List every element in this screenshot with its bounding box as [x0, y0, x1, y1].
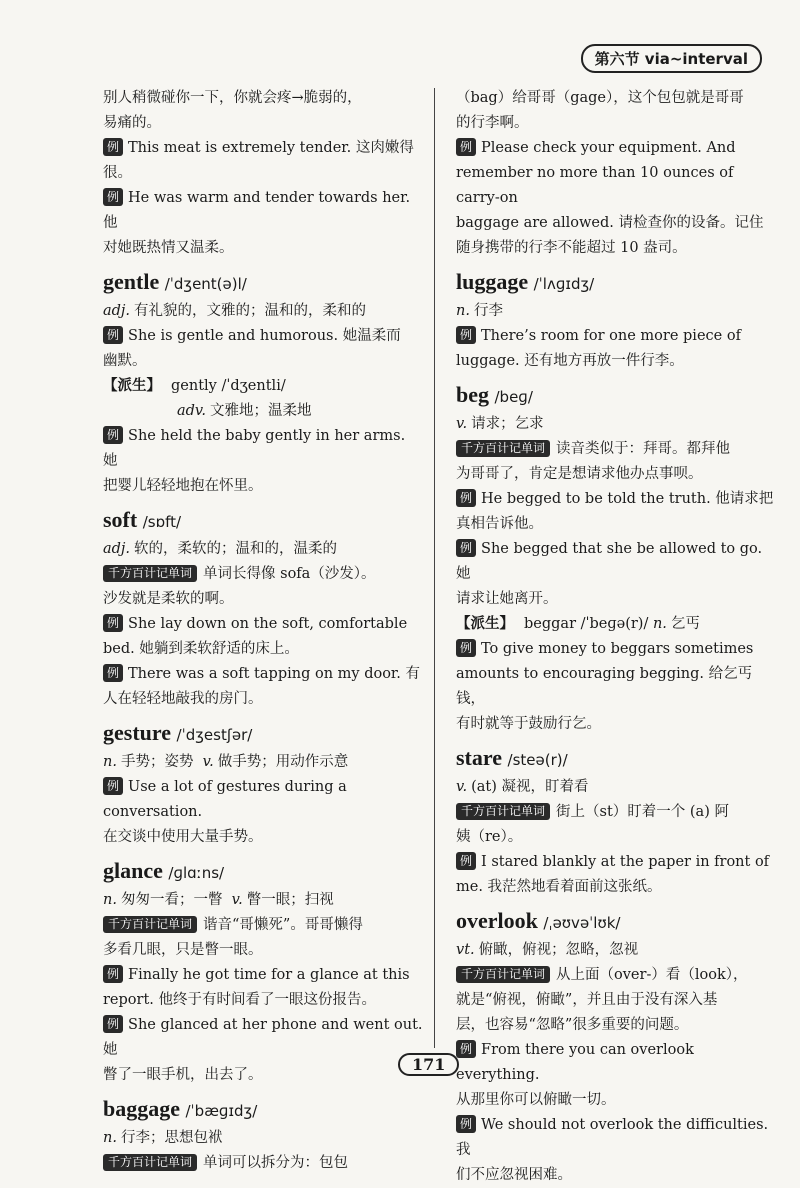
derivative: 【派生】 gently /ˈdʒentli/: [103, 378, 286, 394]
example-icon: 例: [456, 639, 476, 657]
example-icon: 例: [103, 965, 123, 983]
memo-badge: 千方百计记单词: [456, 440, 550, 457]
derivative: 【派生】 beggar /ˈbeɡə(r)/ n. 乞丐: [456, 616, 700, 632]
definition: n. 行李；思想包袱: [103, 1130, 223, 1146]
example-icon: 例: [103, 138, 123, 156]
text-line: 别人稍微碰你一下，你就会疼→脆弱的，: [103, 90, 362, 106]
example-line: 人在轻轻地敲我的房门。: [103, 691, 263, 707]
example-icon: 例: [456, 1040, 476, 1058]
example-line: 例 To give money to beggars sometimes: [456, 637, 774, 662]
memo-line: 千方百计记单词 从上面（over-）看（look），: [456, 963, 774, 988]
page-number: 171: [398, 1053, 459, 1076]
example-line: 例 She glanced at her phone and went out. 她: [103, 1017, 423, 1058]
definition: n. 匆匆一看；一瞥 v. 瞥一眼；扫视: [103, 892, 334, 908]
example-line: 例 There was a soft tapping on my door. 有: [103, 662, 423, 687]
headword-baggage: baggage /ˈbæɡɪdʒ/: [103, 1096, 258, 1121]
example-line: 在交谈中使用大量手势。: [103, 829, 263, 845]
example-line: 例 This meat is extremely tender. 这肉嫩得很。: [103, 140, 414, 181]
example-line: 幽默。: [103, 353, 147, 369]
memo-line: 姨（re）。: [456, 829, 523, 845]
text-line: 易痛的。: [103, 115, 161, 131]
example-line: 例 Please check your equipment. And: [456, 136, 774, 161]
example-icon: 例: [456, 138, 476, 156]
example-line: 请求让她离开。: [456, 591, 558, 607]
example-line: 把婴儿轻轻地抱在怀里。: [103, 478, 263, 494]
example-line: 对她既热情又温柔。: [103, 240, 234, 256]
memo-badge: 千方百计记单词: [103, 916, 197, 933]
example-line: 从那里你可以俯瞰一切。: [456, 1092, 616, 1108]
example-line: bed. 她躺到柔软舒适的床上。: [103, 641, 299, 657]
memo-line: 千方百计记单词 单词可以拆分为：包包: [103, 1151, 423, 1176]
example-line: 例 She held the baby gently in her arms. 她: [103, 428, 406, 469]
definition: adj. 软的，柔软的；温和的，温柔的: [103, 541, 338, 557]
example-icon: 例: [456, 489, 476, 507]
example-line: 瞥了一眼手机，出去了。: [103, 1067, 263, 1083]
example-line: me. 我茫然地看着面前这张纸。: [456, 879, 662, 895]
example-icon: 例: [103, 426, 123, 444]
memo-line: 为哥哥了，肯定是想请求他办点事呗。: [456, 466, 703, 482]
headword-stare: stare /steə(r)/: [456, 745, 568, 770]
memo-badge: 千方百计记单词: [456, 966, 550, 983]
text-line: （bag）给哥哥（gage），这个包包就是哥哥: [456, 90, 744, 106]
example-line: luggage. 还有地方再放一件行李。: [456, 353, 684, 369]
memo-line: 千方百计记单词 读音类似于：拜哥。都拜他: [456, 437, 774, 462]
memo-badge: 千方百计记单词: [103, 1154, 197, 1171]
example-icon: 例: [103, 777, 123, 795]
memo-line: 沙发就是柔软的啊。: [103, 591, 234, 607]
example-line: remember no more than 10 ounces of carry-on: [456, 165, 734, 206]
memo-line: 千方百计记单词 街上（st）盯着一个 (a) 阿: [456, 800, 774, 825]
example-line: 例 He begged to be told the truth. 他请求把: [456, 487, 774, 512]
memo-line: 千方百计记单词 单词长得像 sofa（沙发）。: [103, 562, 423, 587]
example-line: 例 There’s room for one more piece of: [456, 324, 774, 349]
derivative-def: adv. 文雅地；温柔地: [177, 403, 312, 419]
left-column: [103, 86, 423, 1176]
example-icon: 例: [103, 188, 123, 206]
example-line: 例 She begged that she be allowed to go. 她: [456, 541, 763, 582]
example-icon: 例: [456, 539, 476, 557]
example-line: 例 We should not overlook the difficulties. 我: [456, 1117, 769, 1158]
example-icon: 例: [103, 1015, 123, 1033]
example-line: 例 He was warm and tender towards her. 他: [103, 190, 411, 231]
section-header: 第六节 via~interval: [581, 44, 762, 73]
example-line: 们不应忽视困难。: [456, 1167, 572, 1183]
memo-badge: 千方百计记单词: [103, 565, 197, 582]
example-icon: 例: [456, 1115, 476, 1133]
definition: v. (at) 凝视，盯着看: [456, 779, 589, 795]
example-line: 有时就等于鼓励行乞。: [456, 716, 601, 732]
example-line: 例 From there you can overlook everything.: [456, 1042, 694, 1083]
example-icon: 例: [103, 614, 123, 632]
definition: n. 手势；姿势 v. 做手势；用动作示意: [103, 754, 349, 770]
memo-line: 层，也容易“忽略”很多重要的问题。: [456, 1017, 689, 1033]
definition: n. 行李: [456, 303, 503, 319]
headword-overlook: overlook /ˌəʊvəˈlʊk/: [456, 908, 621, 933]
example-line: 例 Finally he got time for a glance at this: [103, 963, 423, 988]
example-line: 真相告诉他。: [456, 516, 543, 532]
example-line: 例 She lay down on the soft, comfortable: [103, 612, 423, 637]
headword-glance: glance /ɡlɑːns/: [103, 858, 225, 883]
definition: adj. 有礼貌的，文雅的；温和的，柔和的: [103, 303, 367, 319]
example-icon: 例: [103, 664, 123, 682]
memo-line: 多看几眼，只是瞥一眼。: [103, 942, 263, 958]
memo-line: 就是“俯视，俯瞰”，并且由于没有深入基: [456, 992, 718, 1008]
example-icon: 例: [103, 326, 123, 344]
text-line: 的行李啊。: [456, 115, 529, 131]
memo-line: 千方百计记单词 谐音“哥懒死”。哥哥懒得: [103, 913, 423, 938]
definition: v. 请求；乞求: [456, 416, 544, 432]
example-line: 随身携带的行李不能超过 10 盎司。: [456, 240, 687, 256]
example-line: baggage are allowed. 请检查你的设备。记住: [456, 215, 764, 231]
definition: vt. 俯瞰，俯视；忽略，忽视: [456, 942, 639, 958]
example-line: 例 I stared blankly at the paper in front of: [456, 850, 774, 875]
example-line: 例 She is gentle and humorous. 她温柔而: [103, 324, 423, 349]
headword-luggage: luggage /ˈlʌɡɪdʒ/: [456, 269, 595, 294]
memo-badge: 千方百计记单词: [456, 803, 550, 820]
column-divider: [434, 88, 435, 1048]
headword-gesture: gesture /ˈdʒestʃər/: [103, 720, 253, 745]
example-line: 例 Use a lot of gestures during a conversation.: [103, 779, 347, 820]
example-icon: 例: [456, 852, 476, 870]
right-column: [456, 86, 774, 1188]
example-line: amounts to encouraging begging. 给乞丐钱，: [456, 666, 753, 707]
headword-gentle: gentle /ˈdʒent(ə)l/: [103, 269, 247, 294]
example-icon: 例: [456, 326, 476, 344]
headword-beg: beg /beɡ/: [456, 382, 533, 407]
example-line: report. 他终于有时间看了一眼这份报告。: [103, 992, 376, 1008]
headword-soft: soft /sɒft/: [103, 507, 182, 532]
